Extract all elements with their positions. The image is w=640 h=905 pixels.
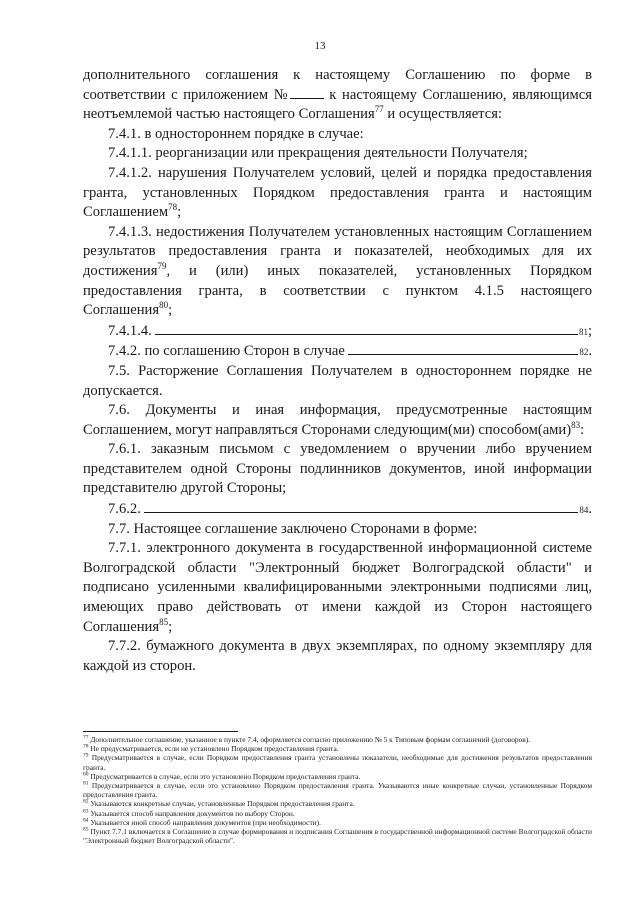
footnote-84: $^{84}$ Указывается иной способ направления документов (при необходимости).: [83, 817, 321, 827]
footnote-85: $^{85}$ Пункт 7.7.1 включается в Соглашение в случае формирования и подписания Соглашения в государственной информационной системе Волгоградской области "Электронный бюджет Волгоградской области".: [83, 826, 592, 846]
clause-7-6-2: 7.6.2. 84 .: [108, 501, 592, 518]
footnote-ref: 79: [157, 261, 167, 272]
footnote-82: $^{82}$ Указываются конкретные случаи, установленные Порядком предоставления гранта.: [83, 798, 355, 809]
page-number: 13: [314, 40, 326, 52]
clause-7-7-2: 7.7.2. бумажного документа в двух экземплярах, по одному экземпляру для каждой из сторон.: [83, 638, 592, 674]
clause-7-4-1-2: 7.4.1.2. нарушения Получателем условий, целей и порядка предоставления гранта, установленных Порядком предоставления гранта и настоящим Соглашением$^{78}$;: [83, 164, 592, 221]
clause-7-4-1-1: 7.4.1.1. реорганизации или прекращения деятельности Получателя;: [108, 145, 528, 162]
footnote-ref: 83: [571, 419, 581, 430]
footnote-ref: 85: [159, 616, 169, 627]
clause-7-6-1: 7.6.1. заказным письмом с уведомлением о вручении либо вручением представителем одной Стороны подлинников документов, иной информации представителю другой Стороны;: [83, 441, 592, 497]
clause-7-4-1-4: 7.4.1.4. 81 ;: [108, 322, 592, 339]
clause-7-5: 7.5. Расторжение Соглашения Получателем в одностороннем порядке не допускается.: [83, 362, 592, 399]
footnote-ref: 80: [159, 300, 169, 311]
blank-line: [290, 86, 324, 99]
document-body: [83, 66, 592, 676]
clause-7-7: 7.7. Настоящее соглашение заключено Сторонами в форме:: [108, 520, 478, 537]
blank-line: [155, 321, 578, 335]
clause-7-4-1-3: 7.4.1.3. недостижения Получателем установленных настоящим Соглашением результатов предоставления гранта и показателей, необходимых для их достижения$^{79}$, и (или) иных показателей, установленных Порядком предоставления гранта, в соответствии с пунктом 4.1.5 настоящего Соглашения$^{80}$;: [83, 223, 592, 319]
paragraph-continuation: дополнительного соглашения к настоящему Соглашению по форме в соответствии с приложением № к настоящему Соглашению, являющимся неотъемлемой частью настоящего Соглашения$^{77}$ и осуществляется:: [83, 67, 592, 123]
footnote-77: $^{77}$ Дополнительное соглашение, указанное в пункте 7.4, оформляется согласно приложению № 5 к Типовым формам соглашений (договоров).: [83, 734, 531, 744]
blank-line: [144, 499, 579, 513]
footnotes: [83, 731, 592, 845]
clause-7-7-1: 7.7.1. электронного документа в государственной информационной системе Волгоградской области "Электронный бюджет Волгоградской области" и подписано усиленными квалифицированными электронными подписями лиц, имеющих право действовать от имени каждой из Сторон настоящего Соглашения$^{85}$;: [83, 540, 592, 635]
footnote-79: $^{79}$ Предусматривается в случае, если Порядком предоставления гранта установлены показатели, необходимые для достижения результатов предоставления гранта.: [83, 752, 592, 772]
footnote-81: $^{81}$ Предусматривается в случае, если это установлено Порядком предоставления гранта. Указываются иные конкретные случаи, установленные Порядком предоставления гранта.: [83, 780, 592, 800]
clause-7-4-2: 7.4.2. по соглашению Сторон в случае 82 .: [108, 343, 592, 360]
blank-line: [348, 341, 578, 355]
footnote-80: $^{80}$ Предусматривается в случае, если это установлено Порядком предоставления гранта.: [83, 771, 361, 781]
footnote-78: $^{78}$ Не предусматривается, если не установлено Порядком предоставления гранта.: [83, 743, 339, 754]
clause-7-4-1: 7.4.1. в одностороннем порядке в случае:: [108, 125, 364, 142]
footnote-83: $^{83}$ Указывается способ направления документов по выбору Сторон.: [83, 808, 295, 818]
footnote-ref: 77: [374, 104, 384, 115]
clause-7-6: 7.6. Документы и иная информация, предусмотренные настоящим Соглашением, могут направляться Сторонами следующим(ми) способом(ами)$^{83}$:: [83, 402, 592, 438]
footnote-divider: [83, 731, 238, 732]
footnote-ref: 78: [168, 202, 178, 213]
